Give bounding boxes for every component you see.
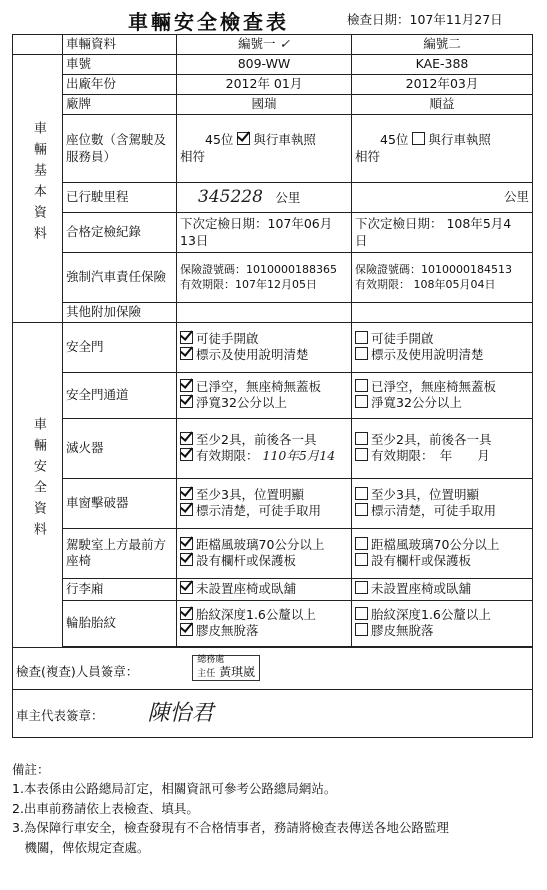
checkbox-unchecked[interactable] <box>355 503 368 516</box>
checkbox-checked[interactable] <box>180 487 193 500</box>
form-title: 車輛安全檢查表 <box>128 10 289 34</box>
checkbox-unchecked[interactable] <box>355 379 368 392</box>
label-brand: 廠牌 <box>63 95 177 115</box>
inspector-stamp: 總務處 主任 黃琪崴 <box>192 655 260 681</box>
label-other-insurance: 其他附加保險 <box>63 303 177 323</box>
checkbox-unchecked[interactable] <box>355 623 368 636</box>
checkbox-unchecked[interactable] <box>355 347 368 360</box>
owner-signature-label: 車主代表簽章： <box>16 707 104 723</box>
brand-1: 國瑞 <box>177 95 352 115</box>
header-vehicle-data: 車輛資料 <box>63 35 177 55</box>
label-front-seat: 駕駛室上方最前方座椅 <box>63 528 177 578</box>
label-year: 出廠年份 <box>63 75 177 95</box>
label-tire: 輪胎胎紋 <box>63 600 177 646</box>
aisle-2: 已淨空，無座椅無蓋板 淨寬32公分以上 <box>352 372 533 418</box>
checkbox-unchecked[interactable] <box>412 132 425 145</box>
front-seat-2: 距檔風玻璃70公分以上 設有欄杆或保護板 <box>352 528 533 578</box>
label-window-breaker: 車窗擊破器 <box>63 478 177 528</box>
checkbox-checked[interactable] <box>180 553 193 566</box>
checkbox-checked[interactable] <box>180 537 193 550</box>
checkbox-unchecked[interactable] <box>355 448 368 461</box>
extinguisher-2: 至少2具，前後各一具 有效期限： 年 月 <box>352 418 533 478</box>
brand-2: 順益 <box>352 95 533 115</box>
seats-1: 45位 與行車執照 相符 <box>177 115 352 183</box>
insurance-2: 保險證號碼：1010000184513 有效期限： 108年05月04日 <box>352 253 533 303</box>
inspector-signature-row <box>13 647 533 689</box>
mileage-1: 345228 公里 <box>177 183 352 213</box>
luggage-1: 未設置座椅或臥舖 <box>177 578 352 600</box>
note-2: 2.出車前務請依上表檢查、填具。 <box>12 800 199 816</box>
checkbox-checked[interactable] <box>180 503 193 516</box>
label-aisle: 安全門通道 <box>63 372 177 418</box>
luggage-2: 未設置座椅或臥舖 <box>352 578 533 600</box>
tire-1: 胎紋深度1.6公釐以上 膠皮無脫落 <box>177 600 352 646</box>
label-plate: 車號 <box>63 55 177 75</box>
checkbox-checked[interactable] <box>180 347 193 360</box>
section-vehicle-basic: 車輛基本資料 <box>13 55 63 323</box>
aisle-1: 已淨空，無座椅無蓋板 淨寬32公分以上 <box>177 372 352 418</box>
inspection-table <box>12 34 533 738</box>
owner-signature-row <box>13 689 533 737</box>
inspection-date: 檢查日期：107年11月27日 <box>347 12 503 27</box>
label-seats: 座位數（含駕駛及服務員） <box>63 115 177 183</box>
inspector-signature-label: 檢查(複查)人員簽章： <box>16 664 139 680</box>
checkbox-unchecked[interactable] <box>355 553 368 566</box>
header-vehicle-1: 編號一 ✓ <box>177 35 352 55</box>
checkbox-checked[interactable] <box>180 607 193 620</box>
checkbox-unchecked[interactable] <box>355 581 368 594</box>
label-insurance: 強制汽車責任保險 <box>63 253 177 303</box>
label-extinguisher: 滅火器 <box>63 418 177 478</box>
door-2: 可徒手開啟 標示及使用說明清楚 <box>352 322 533 372</box>
notes <box>12 760 542 857</box>
door-1: 可徒手開啟 標示及使用說明清楚 <box>177 322 352 372</box>
note-1: 1.本表係由公路總局訂定，相關資訊可參考公路總局網站。 <box>12 781 337 797</box>
checkbox-unchecked[interactable] <box>355 487 368 500</box>
label-safety-door: 安全門 <box>63 322 177 372</box>
notes-title: 備註： <box>12 762 50 777</box>
note-3-cont: 機關，俾依規定查處。 <box>12 839 150 855</box>
breaker-2: 至少3具，位置明顯 標示清楚，可徒手取用 <box>352 478 533 528</box>
checkbox-unchecked[interactable] <box>355 432 368 445</box>
label-mileage: 已行駛里程 <box>63 183 177 213</box>
checkbox-checked[interactable] <box>180 379 193 392</box>
breaker-1: 至少3具，位置明顯 標示清楚，可徒手取用 <box>177 478 352 528</box>
checkbox-checked[interactable] <box>180 331 193 344</box>
label-inspection: 合格定檢紀錄 <box>63 213 177 253</box>
tire-2: 胎紋深度1.6公釐以上 膠皮無脫落 <box>352 600 533 646</box>
plate-2: KAE-388 <box>352 55 533 75</box>
extinguisher-1: 至少2具，前後各一具 有效期限： 110年5月14 <box>177 418 352 478</box>
plate-1: 809-WW <box>177 55 352 75</box>
label-luggage: 行李廂 <box>63 578 177 600</box>
checkbox-checked[interactable] <box>180 623 193 636</box>
year-2: 2012年03月 <box>352 75 533 95</box>
note-3: 3.為保障行車安全，檢查發現有不合格情事者，務請將檢查表傳送各地公路監理 <box>12 820 449 836</box>
checkbox-unchecked[interactable] <box>355 331 368 344</box>
checkbox-unchecked[interactable] <box>355 537 368 550</box>
inspection-1: 下次定檢日期：107年06月 13日 <box>177 213 352 253</box>
owner-handwritten-signature: 陳怡君 <box>147 700 214 726</box>
checkbox-checked[interactable] <box>180 581 193 594</box>
section-vehicle-safety: 車輛安全資料 <box>13 322 63 647</box>
checkbox-unchecked[interactable] <box>355 395 368 408</box>
header-vehicle-2: 編號二 <box>352 35 533 55</box>
mileage-2: 公里 <box>352 183 533 213</box>
inspection-2: 下次定檢日期： 108年5月4 日 <box>352 213 533 253</box>
checkbox-checked[interactable] <box>180 395 193 408</box>
checkbox-unchecked[interactable] <box>355 607 368 620</box>
checkbox-checked[interactable] <box>180 448 193 461</box>
checkbox-checked[interactable] <box>180 432 193 445</box>
front-seat-1: 距檔風玻璃70公分以上 設有欄杆或保護板 <box>177 528 352 578</box>
checkbox-checked[interactable] <box>237 132 250 145</box>
year-1: 2012年 01月 <box>177 75 352 95</box>
seats-2: 45位 與行車執照 相符 <box>352 115 533 183</box>
insurance-1: 保險證號碼：1010000188365 有效期限：107年12月05日 <box>177 253 352 303</box>
